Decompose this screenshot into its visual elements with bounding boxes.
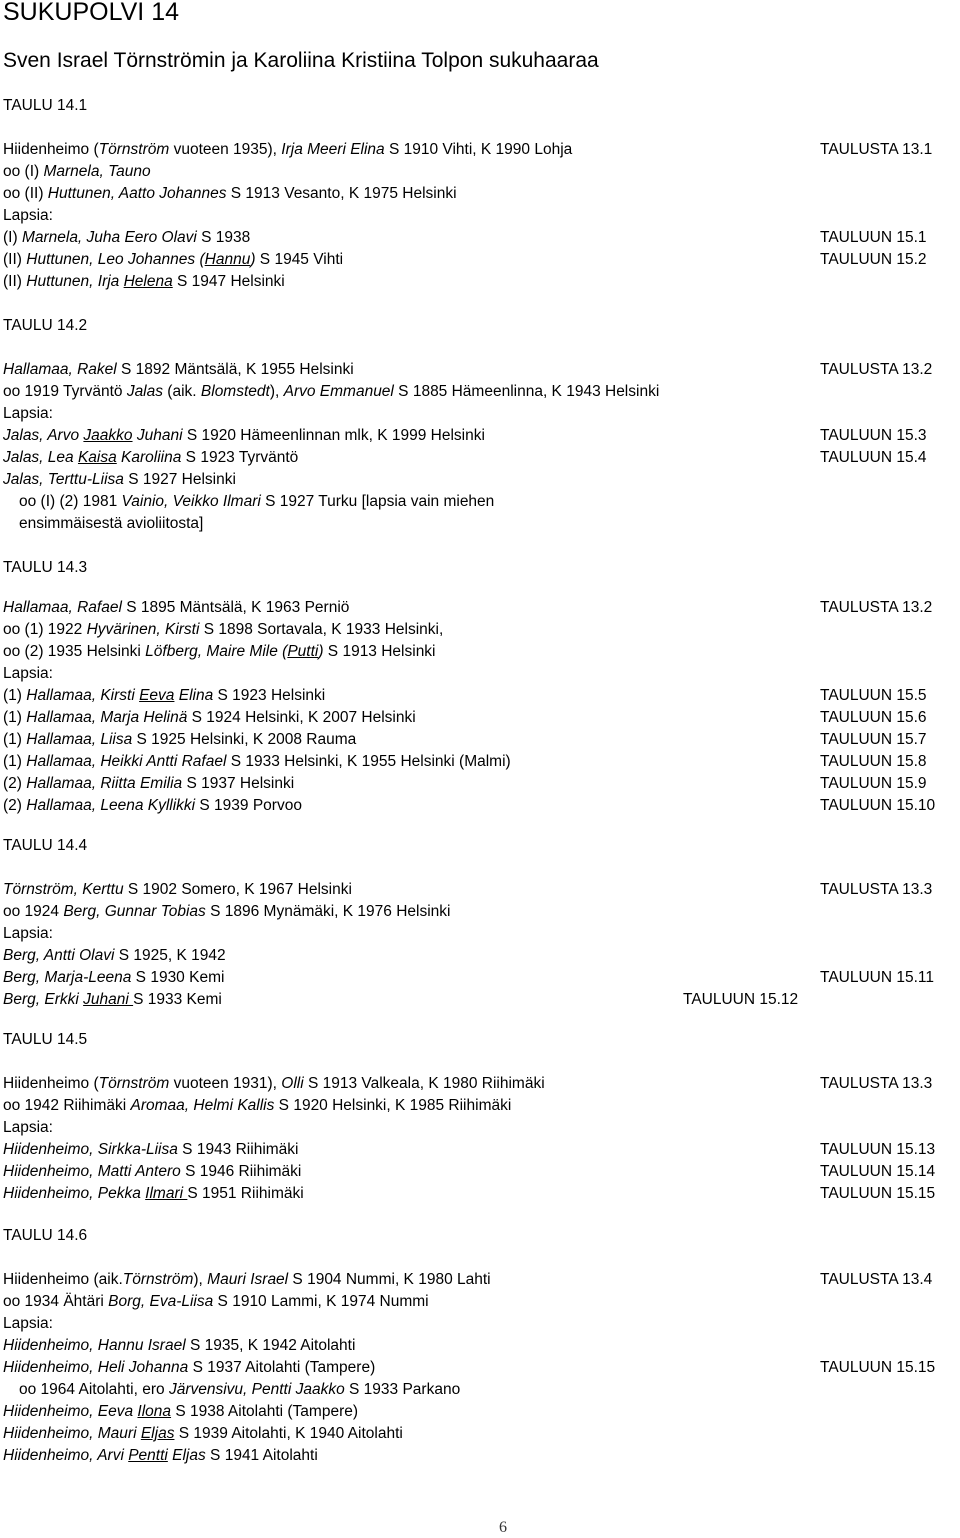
entry-segment: Hyvärinen, Kirsti — [86, 621, 200, 638]
table-reference: TAULUSTA 13.3 — [820, 1075, 933, 1092]
entry-segment: S 1892 Mäntsälä, K 1955 Helsinki — [116, 361, 354, 378]
entry-line — [3, 663, 53, 685]
table-heading: TAULU 14.1 — [3, 97, 88, 114]
entry-segment: S 1939 Aitolahti, K 1940 Aitolahti — [174, 1425, 403, 1442]
entry-segment: Juhani — [132, 427, 183, 444]
entry-line — [3, 403, 53, 425]
table-reference: TAULUUN 15.7 — [820, 731, 927, 748]
entry-segment: Berg, Antti Olavi — [3, 947, 115, 964]
table-reference: TAULUSTA 13.3 — [820, 881, 933, 898]
entry-segment: (II) — [3, 251, 27, 268]
entry-line — [3, 989, 222, 1011]
entry-segment: Jalas, Lea — [3, 449, 78, 466]
entry-line — [3, 1357, 375, 1379]
entry-line — [3, 751, 511, 773]
entry-segment: oo (1) 1922 — [3, 621, 87, 638]
entry-segment: Hannu — [204, 251, 251, 268]
entry-segment: S 1933 Kemi — [133, 991, 222, 1008]
entry-line — [3, 879, 352, 901]
page-subtitle: Sven Israel Törnströmin ja Karoliina Kristiina Tolpon sukuhaaraa — [3, 49, 599, 72]
entry-segment: Putti — [287, 643, 319, 660]
entry-segment: S 1927 Helsinki — [123, 471, 236, 488]
entry-segment: Pentti — [128, 1447, 168, 1464]
entry-segment: Hiidenheimo, Sirkka-Liisa — [3, 1141, 178, 1158]
entry-segment: Hiidenheimo (aik. — [3, 1271, 123, 1288]
entry-segment: Hiidenheimo, Matti Antero — [3, 1163, 181, 1180]
entry-line — [3, 1073, 545, 1095]
entry-line — [3, 469, 236, 491]
table-reference: TAULUUN 15.8 — [820, 753, 927, 770]
entry-segment: Blomstedt — [200, 383, 270, 400]
entry-line — [3, 1291, 429, 1313]
entry-segment: (2) — [3, 775, 27, 792]
entry-segment: Irja Meeri Elina — [281, 141, 385, 158]
entry-line — [19, 513, 203, 535]
entry-segment: ), — [269, 383, 284, 400]
entry-segment: ) — [318, 643, 324, 660]
entry-line — [3, 1423, 403, 1445]
entry-segment: S 1927 Turku [lapsia vain miehen — [260, 493, 495, 510]
entry-segment: (1) — [3, 753, 27, 770]
entry-line — [3, 1161, 301, 1183]
entry-segment: S 1933 Helsinki, K 1955 Helsinki (Malmi) — [226, 753, 511, 770]
table-reference: TAULUUN 15.15 — [820, 1185, 936, 1202]
entry-line — [3, 1117, 53, 1139]
entry-segment: S 1913 Vesanto, K 1975 Helsinki — [226, 185, 457, 202]
entry-line — [3, 945, 226, 967]
entry-segment: ensimmäisestä avioliitosta] — [19, 515, 204, 532]
entry-segment: Hallamaa, Liisa — [26, 731, 133, 748]
entry-segment: Jaakko — [83, 427, 133, 444]
table-reference: TAULUSTA 13.4 — [820, 1271, 933, 1288]
entry-segment: Elina — [174, 687, 214, 704]
table-heading: TAULU 14.6 — [3, 1227, 88, 1244]
entry-segment: S 1939 Porvoo — [195, 797, 302, 814]
entry-segment: ), — [193, 1271, 208, 1288]
entry-segment: Aromaa, Helmi Kallis — [130, 1097, 275, 1114]
entry-segment: S 1943 Riihimäki — [177, 1141, 299, 1158]
entry-segment: Karoliina — [116, 449, 182, 466]
entry-segment: S 1924 Helsinki, K 2007 Helsinki — [187, 709, 416, 726]
table-reference: TAULUUN 15.12 — [683, 991, 799, 1008]
entry-line — [3, 1095, 511, 1117]
entry-line — [3, 773, 294, 795]
entry-segment: oo 1924 — [3, 903, 64, 920]
entry-segment: Hiidenheimo, Pekka — [3, 1185, 146, 1202]
table-reference: TAULUUN 15.11 — [820, 969, 934, 986]
entry-segment: S 1896 Mynämäki, K 1976 Helsinki — [205, 903, 451, 920]
entry-segment: S 1913 Helsinki — [323, 643, 436, 660]
entry-segment: Hallamaa, Heikki Antti Rafael — [26, 753, 227, 770]
entry-segment: Jalas, Terttu-Liisa — [3, 471, 124, 488]
entry-segment: Lapsia: — [3, 207, 53, 224]
entry-line — [3, 139, 572, 161]
table-heading: TAULU 14.5 — [3, 1031, 88, 1048]
table-reference: TAULUUN 15.4 — [820, 449, 927, 466]
entry-segment: oo 1934 Ähtäri — [3, 1293, 109, 1310]
entry-segment: Hiidenheimo, Eeva — [3, 1403, 138, 1420]
entry-line — [3, 901, 451, 923]
entry-line — [3, 161, 151, 183]
entry-line — [3, 1139, 298, 1161]
entry-segment: Marnela, Tauno — [43, 163, 151, 180]
table-reference: TAULUUN 15.1 — [820, 229, 927, 246]
entry-segment: Berg, Gunnar Tobias — [63, 903, 206, 920]
entry-line — [3, 1335, 355, 1357]
entry-segment: oo 1942 Riihimäki — [3, 1097, 131, 1114]
entry-segment: Huttunen, Leo Johannes ( — [26, 251, 205, 268]
entry-line — [3, 967, 224, 989]
entry-segment: Eeva — [139, 687, 175, 704]
entry-segment: (1) — [3, 687, 27, 704]
entry-segment: S 1902 Somero, K 1967 Helsinki — [123, 881, 352, 898]
entry-segment: Törnström, Kerttu — [3, 881, 124, 898]
entry-segment: Hiidenheimo ( — [3, 141, 99, 158]
entry-segment: Eljas — [167, 1447, 206, 1464]
entry-segment: S 1910 Lammi, K 1974 Nummi — [213, 1293, 429, 1310]
entry-segment: Huttunen, Aatto Johannes — [47, 185, 227, 202]
entry-segment: S 1925, K 1942 — [114, 947, 226, 964]
entry-line — [3, 249, 343, 271]
entry-line — [3, 227, 250, 249]
entry-segment: S 1946 Riihimäki — [180, 1163, 302, 1180]
entry-segment: Hallamaa, Leena Kyllikki — [26, 797, 196, 814]
entry-segment: Hiidenheimo ( — [3, 1075, 99, 1092]
table-reference: TAULUUN 15.10 — [820, 797, 936, 814]
entry-segment: S 1923 Tyrväntö — [181, 449, 299, 466]
entry-segment: Huttunen, Irja — [26, 273, 124, 290]
entry-segment: oo (I) — [3, 163, 44, 180]
entry-line — [3, 1313, 53, 1335]
entry-segment: Olli — [281, 1075, 304, 1092]
entry-segment: Hallamaa, Marja Helinä — [26, 709, 188, 726]
entry-segment: S 1930 Kemi — [131, 969, 225, 986]
entry-segment: Helena — [123, 273, 173, 290]
entry-segment: Juhani — [83, 991, 134, 1008]
entry-line — [3, 1401, 358, 1423]
entry-line — [3, 923, 53, 945]
entry-line — [3, 1269, 491, 1291]
entry-segment: Mauri Israel — [207, 1271, 289, 1288]
entry-segment: S 1920 Helsinki, K 1985 Riihimäki — [274, 1097, 512, 1114]
entry-line — [3, 641, 436, 663]
entry-segment: Vainio, Veikko Ilmari — [121, 493, 261, 510]
entry-line — [3, 359, 354, 381]
table-heading: TAULU 14.3 — [3, 559, 88, 576]
table-reference: TAULUUN 15.13 — [820, 1141, 936, 1158]
table-reference: TAULUUN 15.5 — [820, 687, 927, 704]
table-reference: TAULUUN 15.3 — [820, 427, 927, 444]
table-heading: TAULU 14.2 — [3, 317, 88, 334]
entry-segment: S 1933 Parkano — [344, 1381, 461, 1398]
entry-segment: Lapsia: — [3, 925, 53, 942]
entry-segment: Jalas — [126, 383, 163, 400]
entry-segment: Löfberg, Maire Mile ( — [145, 643, 288, 660]
entry-segment: oo 1964 Aitolahti, ero — [19, 1381, 169, 1398]
entry-segment: Berg, Erkki — [3, 991, 84, 1008]
entry-segment: (I) — [3, 229, 22, 246]
entry-line — [3, 597, 349, 619]
entry-segment: S 1920 Hämeenlinnan mlk, K 1999 Helsinki — [182, 427, 485, 444]
entry-segment: oo (I) (2) 1981 — [19, 493, 122, 510]
entry-line — [3, 729, 356, 751]
table-reference: TAULUUN 15.6 — [820, 709, 927, 726]
entry-segment: oo (2) 1935 Helsinki — [3, 643, 146, 660]
page-number: 6 — [499, 1519, 507, 1536]
entry-line — [3, 1445, 318, 1467]
entry-segment: S 1910 Vihti, K 1990 Lohja — [384, 141, 573, 158]
entry-segment: (2) — [3, 797, 27, 814]
entry-segment: S 1947 Helsinki — [172, 273, 285, 290]
entry-segment: oo (II) — [3, 185, 48, 202]
entry-segment: S 1925 Helsinki, K 2008 Rauma — [132, 731, 357, 748]
entry-segment: Lapsia: — [3, 1315, 53, 1332]
entry-segment: Ilona — [137, 1403, 172, 1420]
entry-segment: Törnström — [98, 1075, 170, 1092]
entry-segment: Lapsia: — [3, 665, 53, 682]
entry-segment: Hiidenheimo, Arvi — [3, 1447, 129, 1464]
table-reference: TAULUSTA 13.1 — [820, 141, 933, 158]
entry-segment: S 1904 Nummi, K 1980 Lahti — [288, 1271, 491, 1288]
entry-segment: (II) — [3, 273, 27, 290]
entry-segment: S 1895 Mäntsälä, K 1963 Perniö — [121, 599, 350, 616]
entry-segment: S 1935, K 1942 Aitolahti — [185, 1337, 356, 1354]
entry-segment: Törnström — [98, 141, 170, 158]
entry-segment: Hiidenheimo, Heli Johanna — [3, 1359, 189, 1376]
entry-segment: oo 1919 Tyrväntö — [3, 383, 127, 400]
entry-line — [19, 1379, 460, 1401]
entry-line — [3, 619, 443, 641]
entry-line — [3, 381, 659, 403]
entry-line — [3, 1183, 304, 1205]
entry-segment: Hiidenheimo, Hannu Israel — [3, 1337, 186, 1354]
entry-segment: Marnela, Juha Eero Olavi — [21, 229, 197, 246]
entry-line — [3, 183, 457, 205]
entry-segment: S 1938 Aitolahti (Tampere) — [171, 1403, 359, 1420]
entry-segment: S 1941 Aitolahti — [205, 1447, 318, 1464]
entry-segment: S 1937 Helsinki — [182, 775, 295, 792]
entry-segment: Lapsia: — [3, 405, 53, 422]
entry-segment: S 1938 — [196, 229, 251, 246]
entry-line — [3, 425, 485, 447]
entry-segment: Hallamaa, Rafael — [3, 599, 122, 616]
entry-segment: Borg, Eva-Liisa — [108, 1293, 214, 1310]
entry-line — [3, 707, 416, 729]
entry-segment: S 1937 Aitolahti (Tampere) — [188, 1359, 376, 1376]
table-reference: TAULUUN 15.15 — [820, 1359, 936, 1376]
table-reference: TAULUUN 15.9 — [820, 775, 927, 792]
entry-segment: Järvensivu, Pentti Jaakko — [168, 1381, 345, 1398]
entry-segment: S 1898 Sortavala, K 1933 Helsinki, — [199, 621, 444, 638]
entry-line — [3, 447, 298, 469]
entry-line — [19, 491, 494, 513]
entry-line — [3, 271, 285, 293]
entry-segment: ) — [250, 251, 256, 268]
entry-line — [3, 685, 325, 707]
entry-segment: S 1923 Helsinki — [213, 687, 326, 704]
entry-segment: Hallamaa, Kirsti — [26, 687, 140, 704]
entry-segment: Hallamaa, Riitta Emilia — [26, 775, 183, 792]
entry-segment: S 1885 Hämeenlinna, K 1943 Helsinki — [393, 383, 660, 400]
entry-line — [3, 205, 53, 227]
entry-segment: (1) — [3, 731, 27, 748]
entry-segment: S 1951 Riihimäki — [187, 1185, 304, 1202]
entry-segment: Berg, Marja-Leena — [3, 969, 132, 986]
table-reference: TAULUUN 15.2 — [820, 251, 927, 268]
entry-segment: (aik. — [163, 383, 201, 400]
entry-segment: Ilmari — [145, 1185, 188, 1202]
entry-line — [3, 795, 302, 817]
entry-segment: Jalas, Arvo — [3, 427, 84, 444]
entry-segment: Arvo Emmanuel — [283, 383, 394, 400]
table-heading: TAULU 14.4 — [3, 837, 88, 854]
table-reference: TAULUSTA 13.2 — [820, 599, 933, 616]
entry-segment: Eljas — [140, 1425, 175, 1442]
entry-segment: S 1945 Vihti — [255, 251, 344, 268]
entry-segment: S 1913 Valkeala, K 1980 Riihimäki — [303, 1075, 545, 1092]
entry-segment: Kaisa — [77, 449, 117, 466]
entry-segment: (1) — [3, 709, 27, 726]
table-reference: TAULUSTA 13.2 — [820, 361, 933, 378]
table-reference: TAULUUN 15.14 — [820, 1163, 936, 1180]
entry-segment: Lapsia: — [3, 1119, 53, 1136]
entry-segment: vuoteen 1931), — [169, 1075, 282, 1092]
entry-segment: Hiidenheimo, Mauri — [3, 1425, 141, 1442]
entry-segment: vuoteen 1935), — [169, 141, 282, 158]
page-title: SUKUPOLVI 14 — [3, 0, 180, 26]
entry-segment: Törnström — [122, 1271, 194, 1288]
entry-segment: Hallamaa, Rakel — [3, 361, 117, 378]
